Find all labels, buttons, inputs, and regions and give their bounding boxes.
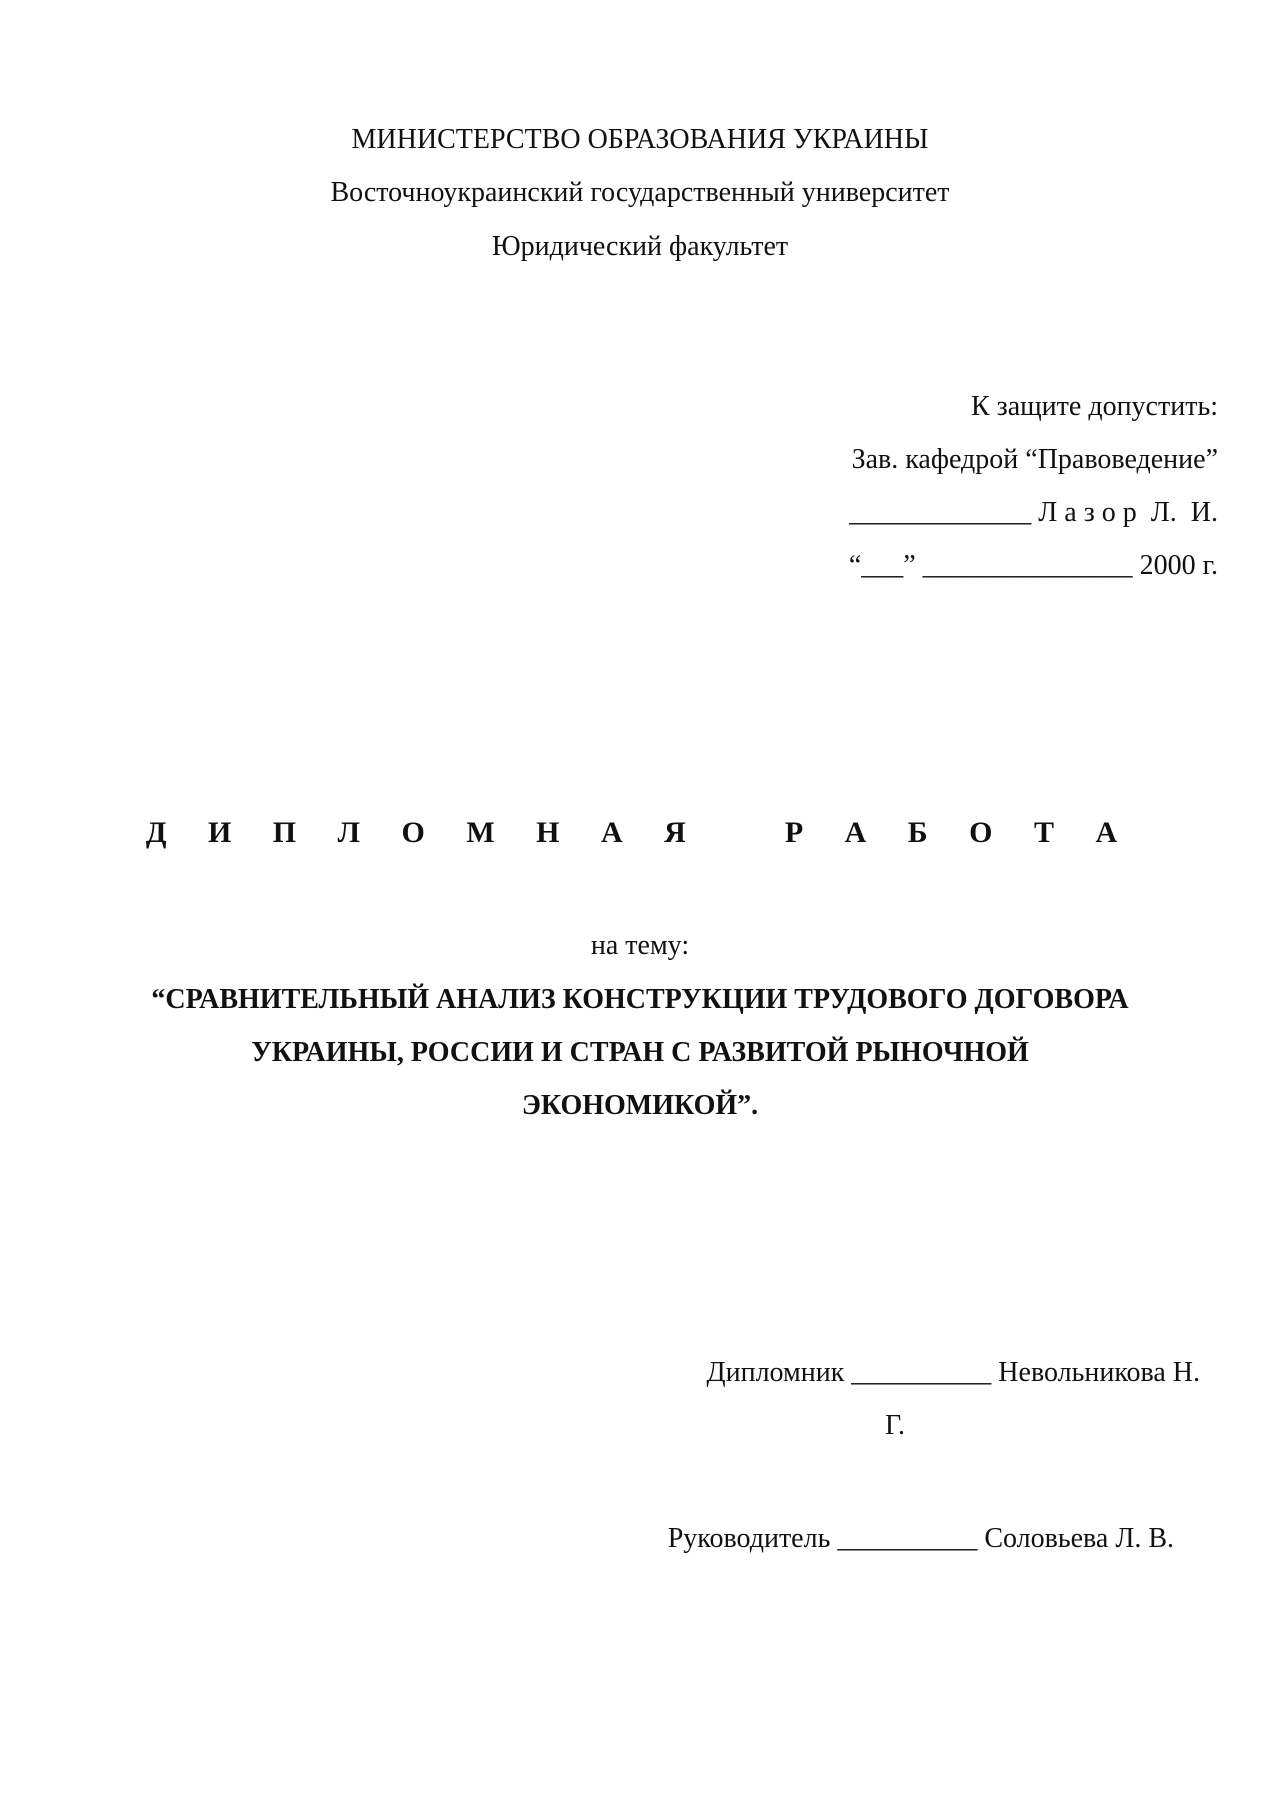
topic-line-2: УКРАИНЫ, РОССИИ И СТРАН С РАЗВИТОЙ РЫНОЧНОЙ: [251, 1037, 1029, 1068]
title-word-2: Р А Б О Т А: [784, 816, 1135, 849]
approval-head-signature: _____________ Л а з о р Л. И.: [849, 497, 1218, 528]
approval-date: “___” _______________ 2000 г.: [848, 550, 1218, 581]
topic-intro: на тему:: [590, 930, 690, 961]
student-signature-continued: Г.: [884, 1410, 906, 1441]
title-word-1: Д И П Л О М Н А Я: [145, 816, 703, 849]
faculty-name: Юридический факультет: [491, 231, 789, 262]
ministry-heading: МИНИСТЕРСТВО ОБРАЗОВАНИЯ УКРАИНЫ: [351, 124, 929, 155]
approval-line-1: К защите допустить:: [970, 391, 1218, 422]
document-title: [0, 816, 1280, 850]
approval-line-2: Зав. кафедрой “Правоведение”: [851, 444, 1218, 475]
student-signature: Дипломник __________ Невольникова Н.: [706, 1357, 1200, 1388]
supervisor-signature: Руководитель __________ Соловьева Л. В.: [667, 1523, 1174, 1554]
topic-line-3: ЭКОНОМИКОЙ”.: [521, 1090, 759, 1121]
university-name: Восточноукраинский государственный университет: [330, 177, 950, 208]
topic-line-1: “СРАВНИТЕЛЬНЫЙ АНАЛИЗ КОНСТРУКЦИИ ТРУДОВОГО ДОГОВОРА: [151, 984, 1129, 1015]
